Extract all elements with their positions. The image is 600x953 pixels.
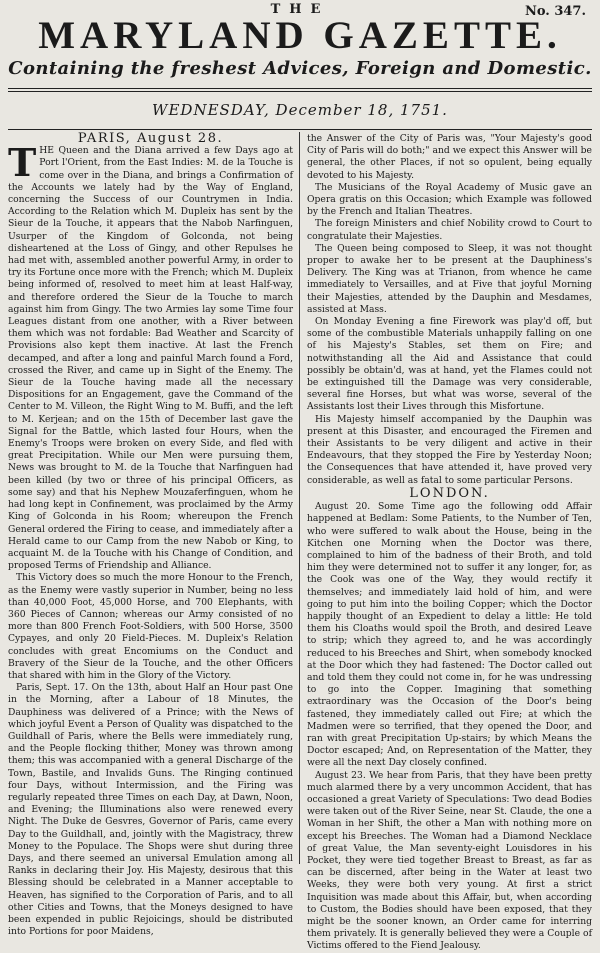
article-paragraph: The Musicians of the Royal Academy of Music gave an Opera gratis on this Occasion; which Example was followed by the French and Italian Theatres.: [307, 181, 592, 218]
article-paragraph: Paris, Sept. 17. On the 13th, about Half an Hour past One in the Morning, after a Labour of 18 Minutes, the Dauphiness was delivered of a Prince; with the News of which joyful Event a Person of Quality was dispatched to the Guildhall of Paris, where the Bells were immediately rung, and the People flocking thither, Money was thrown among them; this was accompanied with a general Discharge of the Town, Bastile, and Invalids Guns. The Ringing continued four Days, without Intermission, and the Firing was regularly repeated three Times on each Day, at Dawn, Noon, and Evening; the Illuminations also were renewed every Night. The Duke de Gesvres, Governor of Paris, came every Day to the Guildhall, and, jointly with the Magistracy, threw Money to the Populace. The Shops were shut during three Days, and there seemed an universal Emulation among all Ranks in declaring their Joy. His Majesty, desirous that this Blessing should be celebrated in a Manner acceptable to Heaven, has signified to the Corporation of Paris, and to all other Cities and Towns, that the Moneys designed to have been expended in public Rejoicings, should be distributed into Portions for poor Maidens,: [8, 682, 293, 938]
article-paragraph: the Answer of the City of Paris was, "Your Majesty's good City of Paris will do both;" and we expect this Answer will be general, the other Places, if not so opulent, being equally devoted to his Majesty.: [307, 133, 592, 181]
article-paragraph: The foreign Ministers and chief Nobility crowd to Court to congratulate their Majesties.: [307, 218, 592, 242]
london-heading: LONDON.: [409, 485, 490, 501]
masthead-rule-top-double: [8, 91, 592, 92]
right-column: [307, 133, 592, 952]
masthead-rule-bottom: [8, 129, 592, 130]
article-paragraph: His Majesty himself accompanied by the Dauphin was present at this Disaster, and encouraged the Firemen and their Assistants to be very diligent and active in their Endeavours, that they stopped the Fire by Yesterday Noon; the Consequences that have attended it, have proved very considerable, as well as fatal to some particular Persons.: [307, 413, 592, 486]
article-paragraph: This Victory does so much the more Honour to the French, as the Enemy were vastly superior in Number, being no less than 40,000 Foot, 45,000 Horse, and 700 Elephants, with 360 Pieces of Cannon; whereas our Army consisted of no more than 800 French Foot-Soldiers, with 500 Horse, 3500 Cypayes, and only 20 Field-Pieces. M. Dupleix's Relation concludes with great Encomiums on the Conduct and Bravery of the Sieur de la Touche, and the other Officers that shared with him in the Glory of the Victory.: [8, 572, 293, 681]
left-column: [8, 131, 293, 938]
issue-number: No. 347.: [524, 4, 586, 19]
article-paragraph: [8, 140, 293, 572]
article-text: HE Queen and the Diana arrived a few Days ago at Port l'Orient, from the East Indies: M. de la Touche is come over in the Diana, and brings a Confirmation of the Accounts we lately had by the Way of England, concerning the Success of our Countrymen in India. According to the Relation which M. Dupleix has sent by the Sieur de la Touche, it appears that the Nabob Narfinguen, Usurper of the Kingdom of Golconda, not being disheartened at the Loss of Gingy, and other Repulses he had met with, assembled another powerful Army, in order to try its Fortune once more with the French; which M. Dupleix being informed of, resolved to meet him at least Half-way, and therefore ordered the Sieur de la Touche to march against him from Gingy. The two Armies lay some Time four Leagues distant from one another, with a River between them which was not fordable: Bad Weather and Scarcity of Provisions also kept them inactive. At last the French decamped, and after a long and painful March found a Ford, crossed the River, and came up in Sight of the Enemy. The Sieur de la Touche having made all the necessary Dispositions for an Engagement, gave the Command of the Center to M. Villeon, the Right Wing to M. Buffi, and the left to M. Kerjean; and on the 15th of December last gave the Signal for the Battle, which lasted four Hours, when the Enemy's Troops were broken on every Side, and fled with great Precipitation. While our Men were pursuing them, News was brought to M. de la Touche that Narfinguen had been killed (by two or three of his principal Officers, as some say) and that his Nephew Mouzaferfinguen, whom he had long kept in Confinement, was proclaimed by the Army King of Golconda in his Room; whereupon the French General ordered the Firing to cease, and immediately after a Herald came to our Camp from the new Nabob or King, to acquaint M. de la Touche with his Change of Condition, and proposed Terms of Friendship and Alliance.: [8, 145, 293, 572]
newspaper-subtitle: Containing the freshest Advices, Foreign and Domestic.: [8, 58, 592, 79]
drop-cap: T: [8, 140, 37, 186]
newspaper-title: MARYLAND GAZETTE.: [38, 14, 562, 57]
article-paragraph: The Queen being composed to Sleep, it was not thought proper to awake her to be present at the Dauphiness's Delivery. The King was at Trianon, from whence he came immediately to Versailles, and at Five that joyful Morning their Majesties, attended by the Dauphin and Mesdames, assisted at Mass.: [307, 242, 592, 315]
article-paragraph: On Monday Evening a fine Firework was play'd off, but some of the combustible Materials unhappily falling on one of his Majesty's Stables, set them on Fire; and notwithstanding all the Aid and Assistance that could possibly be obtain'd, was at hand, yet the Flames could not be extinguished till the Damage was very considerable, several fine Horses, but what was worse, several of the Assistants lost their Lives through this Misfortune.: [307, 316, 592, 413]
paris-dateline: PARIS, August 28.: [77, 131, 224, 146]
article-paragraph: August 20. Some Time ago the following odd Affair happened at Bedlam: Some Patients, to the Number of Ten, who were suffered to walk about the House, being in the Kitchen one Morning when the Doctor was there, complained to him of the badness of their Broth, and told him they were determined not to suffer it any longer, for, as the Cook was one of the Way, they would rectify it themselves; and immediately laid hold of him, and were going to put him into the boiling Copper; which the Doctor happily thought of an Expedient to delay a little: He told them his Cloaths would spoil the Broth, and desired Leave to strip; which they agreed to, and he was accordingly reduced to his Breeches and Shirt, when somebody knocked at the Door which they had fastened: The Doctor called out and told them they could not come in, for he was undressing to go into the Copper. Imagining that something extraordinary was the Occasion of the Door's being fastened, they immediately called out Fire; at which the Madmen were so terrified, that they opened the Door, and ran with great Precipitation Up-stairs; by which Means the Doctor escaped; And, on Representation of the Matter, they were all the next Day closely confined.: [307, 501, 592, 769]
masthead-rule-top: [8, 88, 592, 89]
masthead-the: THE: [270, 2, 330, 17]
issue-date: WEDNESDAY, December 18, 1751.: [152, 101, 448, 119]
column-divider: [299, 132, 300, 864]
article-paragraph: August 23. We hear from Paris, that they have been pretty much alarmed there by a very uncommon Accident, that has occasioned a great Variety of Speculations: Two dead Bodies were taken out of the River Seine, near St. Claude, the one a Woman in her Shift, the other a Man with nothing more on except his Breeches. The Woman had a Diamond Necklace of great Value, the Man seventy-eight Louisdores in his Pocket, they were tied together Breast to Breast, as far as can be discerned, after being in the Water at least two Weeks, they were both very young. At first a strict Inquisition was made about this Affair, but, when according to Custom, the Bodies should have been exposed, that they might be the sooner known, an Order came for interring them privately. It is generally believed they were a Couple of Victims offered to the Fiend Jealousy.: [307, 769, 592, 952]
